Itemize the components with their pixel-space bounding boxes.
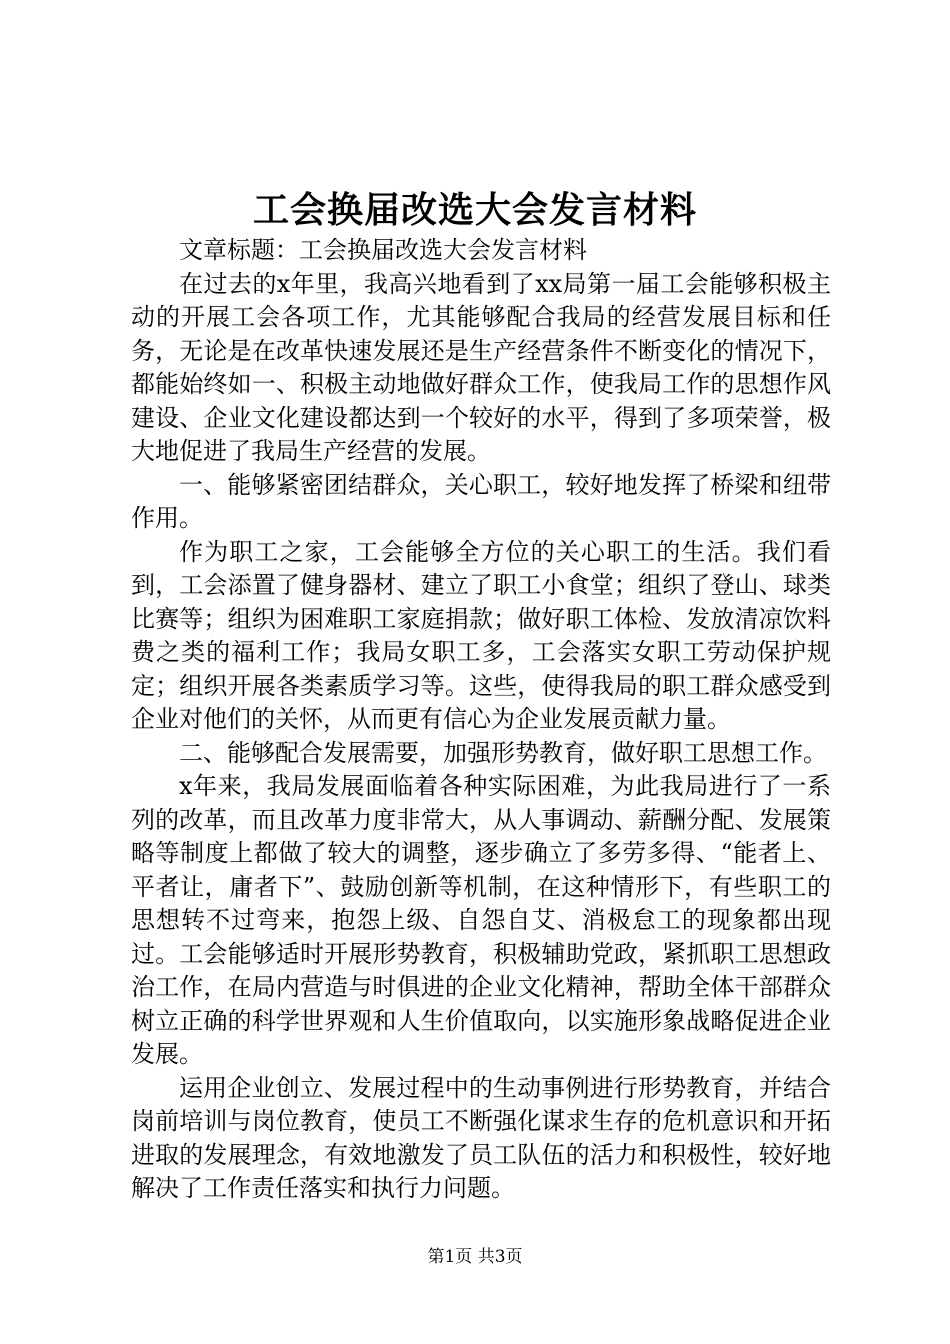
paragraph-education: 运用企业创立、发展过程中的生动事例进行形势教育，并结合岗前培训与岗位教育，使员工不断强化谋求生存的危机意识和开拓进取的发展理念，有效地激发了员工队伍的活力和积极性，较好地解决了工作责任落实和执行力问题。 [131, 1073, 831, 1202]
paragraph-care: 作为职工之家，工会能够全方位的关心职工的生活。我们看到，工会添置了健身器材、建立了职工小食堂；组织了登山、球类比赛等；组织为困难职工家庭捐款；做好职工体检、发放清凉饮料费之类的福利工作；我局女职工多，工会落实女职工劳动保护规定；组织开展各类素质学习等。这些，使得我局的职工群众感受到企业对他们的关怀，从而更有信心为企业发展贡献力量。 [131, 537, 831, 733]
document-title: 工会换届改选大会发言材料 [252, 189, 697, 231]
page-number: 第1页 共3页 [427, 1247, 523, 1267]
section-heading-one: 一、能够紧密团结群众，关心职工，较好地发挥了桥梁和纽带作用。 [131, 470, 831, 532]
article-title-line: 文章标题：工会换届改选大会发言材料 [179, 236, 587, 264]
document-body [131, 234, 831, 1206]
section-heading-two: 二、能够配合发展需要，加强形势教育，做好职工思想工作。 [179, 738, 827, 767]
paragraph-intro: 在过去的x年里，我高兴地看到了xx局第一届工会能够积极主动的开展工会各项工作，尤其能够配合我局的经营发展目标和任务，无论是在改革快速发展还是生产经营条件不断变化的情况下，都能始终如一、积极主动地做好群众工作，使我局工作的思想作风建设、企业文化建设都达到一个较好的水平，得到了多项荣誉，极大地促进了我局生产经营的发展。 [131, 269, 831, 465]
paragraph-reform: x年来，我局发展面临着各种实际困难，为此我局进行了一系列的改革，而且改革力度非常大，从人事调动、薪酬分配、发展策略等制度上都做了较大的调整，逐步确立了多劳多得、“能者上、平者让，庸者下”、鼓励创新等机制，在这种情形下，有些职工的思想转不过弯来，抱怨上级、自怨自艾、消极怠工的现象都出现过。工会能够适时开展形势教育，积极辅助党政，紧抓职工思想政治工作，在局内营造与时俱进的企业文化精神，帮助全体干部群众树立正确的科学世界观和人生价值取向，以实施形象战略促进企业发展。 [131, 772, 831, 1068]
